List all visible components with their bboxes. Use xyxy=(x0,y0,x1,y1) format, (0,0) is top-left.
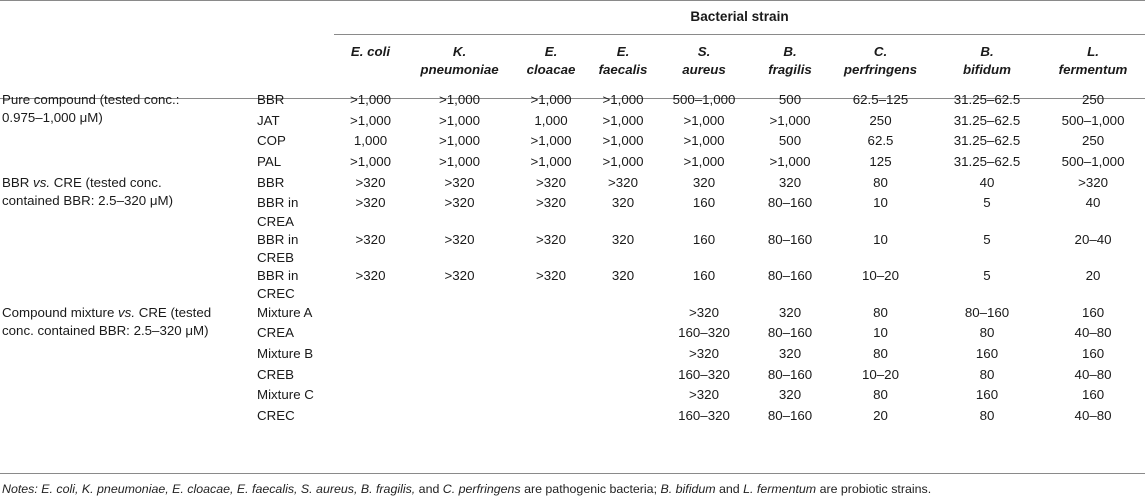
mic-value: 80 xyxy=(873,387,888,403)
mic-value: >320 xyxy=(355,195,386,211)
col-header: K. pneumoniae xyxy=(420,44,499,77)
column-header-row xyxy=(0,35,1145,91)
mic-value: 10 xyxy=(873,195,888,211)
mic-value: >1,000 xyxy=(602,154,644,170)
mic-value: 31.25–62.5 xyxy=(953,133,1021,149)
mic-value: 160 xyxy=(975,387,999,403)
mic-value xyxy=(590,386,656,407)
mic-value: 80–160 xyxy=(767,268,813,284)
mic-value xyxy=(512,386,590,407)
mic-value: 40–80 xyxy=(1074,366,1112,382)
mic-value: >1,000 xyxy=(602,112,644,128)
table-body xyxy=(0,91,1145,428)
table-row xyxy=(0,174,1145,195)
mic-value: >320 xyxy=(536,231,566,247)
mic-value: 40–80 xyxy=(1074,325,1112,341)
mic-value xyxy=(334,345,407,366)
mic-value: 20 xyxy=(873,408,888,424)
col-header: B. bifidum xyxy=(962,44,1011,77)
mic-value: 5 xyxy=(983,195,991,211)
mic-value: 160 xyxy=(692,268,716,284)
col-header: B. fragilis xyxy=(768,44,812,77)
mic-value: >320 xyxy=(536,268,566,284)
mic-value: 160 xyxy=(1081,304,1105,320)
mic-value: 80–160 xyxy=(964,304,1010,320)
mic-value: 1,000 xyxy=(534,112,568,128)
condition-cell: Mixture B xyxy=(257,346,314,362)
mic-value xyxy=(590,345,656,366)
mic-value: >320 xyxy=(355,231,386,247)
mic-value xyxy=(334,407,407,428)
mic-value: 62.5–125 xyxy=(852,92,909,107)
mic-value: 80 xyxy=(873,346,888,362)
bottom-rule xyxy=(0,473,1145,474)
mic-value xyxy=(590,324,656,345)
mic-value: 80–160 xyxy=(767,325,813,341)
mic-value: 5 xyxy=(983,231,991,247)
mic-value: 160–320 xyxy=(678,366,730,382)
mic-value: 160 xyxy=(692,195,716,211)
mic-value: 320 xyxy=(778,346,802,362)
mic-value: >320 xyxy=(444,195,475,211)
mic-value: 31.25–62.5 xyxy=(953,112,1021,128)
mic-value: 160 xyxy=(975,346,999,362)
mic-value: >1,000 xyxy=(530,92,572,107)
mic-value xyxy=(334,386,407,407)
mic-value: 80–160 xyxy=(767,366,813,382)
mic-value: 250 xyxy=(869,112,892,128)
mic-value: >1,000 xyxy=(349,112,392,128)
mic-value: 320 xyxy=(692,174,716,190)
mic-value: 10–20 xyxy=(862,268,899,284)
mic-value: >320 xyxy=(536,195,566,211)
mic-value: 5 xyxy=(983,268,991,284)
category-label: Compound mixture vs. CRE (tested conc. contained BBR: 2.5–320 μM) xyxy=(2,304,212,338)
mic-value: 500 xyxy=(778,133,802,149)
mic-value xyxy=(512,304,590,325)
mic-value: 80 xyxy=(979,408,995,424)
table-row xyxy=(0,304,1145,325)
mic-value: >1,000 xyxy=(530,133,572,149)
mic-value: 320 xyxy=(611,268,635,284)
mic-value: 160 xyxy=(1081,387,1105,403)
mic-value: 500–1,000 xyxy=(1061,154,1125,170)
mic-value: 40–80 xyxy=(1074,408,1112,424)
category-label: BBR vs. CRE (tested conc. contained BBR: 2.5–320 μM) xyxy=(2,174,174,208)
condition-cell: CREB xyxy=(257,366,294,382)
mic-value: 320 xyxy=(778,387,802,403)
mic-value: 10 xyxy=(873,325,888,341)
mic-value xyxy=(512,345,590,366)
mic-value: 80 xyxy=(873,304,888,320)
mic-value xyxy=(334,366,407,387)
mic-value: >1,000 xyxy=(769,112,811,128)
mic-value: 1,000 xyxy=(353,133,388,149)
mic-value xyxy=(512,407,590,428)
group-header-row xyxy=(0,0,1145,35)
condition-cell: BBR xyxy=(257,174,285,190)
mic-value: 320 xyxy=(778,174,802,190)
mic-value: 80–160 xyxy=(767,408,813,424)
mic-value: >320 xyxy=(444,174,475,190)
condition-cell: PAL xyxy=(257,154,282,170)
mic-value: 250 xyxy=(1081,92,1105,107)
mic-value: 80 xyxy=(873,174,888,190)
mic-value: >320 xyxy=(1078,174,1109,190)
mic-value xyxy=(407,304,512,325)
mic-value: >1,000 xyxy=(438,112,481,128)
col-header: E. faecalis xyxy=(598,44,648,77)
mic-value: >1,000 xyxy=(683,154,725,170)
col-header: S. aureus xyxy=(682,44,726,77)
condition-cell: Mixture C xyxy=(257,387,314,403)
mic-value: >1,000 xyxy=(769,154,811,170)
mic-value xyxy=(407,386,512,407)
mic-value: >1,000 xyxy=(438,133,481,149)
mic-value xyxy=(512,324,590,345)
mic-value: >320 xyxy=(355,174,386,190)
mic-value: 40 xyxy=(979,174,995,190)
condition-cell: BBR in CREB xyxy=(257,231,299,266)
mic-value: 125 xyxy=(869,154,892,170)
mic-value: 40 xyxy=(1085,195,1101,211)
mic-value: >320 xyxy=(689,387,719,403)
table-notes: Notes: E. coli, K. pneumoniae, E. cloacae, E. faecalis, S. aureus, B. fragilis, and C. perfringens are pathogenic bacteria; B. bifidum and L. fermentum are probiotic strains. xyxy=(2,482,932,496)
mic-value: 500–1,000 xyxy=(1061,112,1125,128)
condition-cell: CREC xyxy=(257,408,295,424)
mic-value: 320 xyxy=(611,231,635,247)
mic-value: >1,000 xyxy=(349,92,392,107)
mic-value: >320 xyxy=(536,174,566,190)
mic-value: >1,000 xyxy=(530,154,572,170)
mic-value: 160 xyxy=(1081,346,1105,362)
mic-value: 160–320 xyxy=(678,325,730,341)
category-label: Pure compound (tested conc.: 0.975–1,000 μM) xyxy=(2,92,180,126)
mic-value xyxy=(407,407,512,428)
mic-value: >1,000 xyxy=(349,154,392,170)
mic-value xyxy=(590,304,656,325)
mic-value xyxy=(590,366,656,387)
mic-value: 20 xyxy=(1085,268,1101,284)
mic-value: 500 xyxy=(778,92,802,107)
mic-value xyxy=(334,304,407,325)
mic-value: >320 xyxy=(689,346,719,362)
mic-value xyxy=(407,366,512,387)
col-header: E. cloacae xyxy=(526,44,576,77)
mic-value: >320 xyxy=(444,268,475,284)
table-row xyxy=(0,91,1145,112)
mic-value: >1,000 xyxy=(438,92,481,107)
mic-value xyxy=(334,324,407,345)
mic-value: >320 xyxy=(355,268,386,284)
condition-cell: COP xyxy=(257,133,286,149)
mic-value: 250 xyxy=(1081,133,1105,149)
condition-cell: BBR xyxy=(257,92,285,107)
mic-value: >1,000 xyxy=(438,154,481,170)
mic-value: >320 xyxy=(689,304,719,320)
col-header: E. coli xyxy=(350,44,391,59)
mic-value: 160–320 xyxy=(678,408,730,424)
col-header: C. perfringens xyxy=(843,44,918,77)
condition-cell: CREA xyxy=(257,325,294,341)
mic-value xyxy=(407,324,512,345)
mic-value: 320 xyxy=(611,195,635,211)
mic-value xyxy=(407,345,512,366)
mic-value: 31.25–62.5 xyxy=(953,154,1021,170)
condition-cell: BBR in CREC xyxy=(257,268,299,302)
mic-value: 500–1,000 xyxy=(672,92,736,107)
mic-value: 160 xyxy=(692,231,716,247)
mic-value: 80 xyxy=(979,325,995,341)
mic-value: 80–160 xyxy=(767,231,813,247)
group-title: Bacterial strain xyxy=(690,9,789,25)
mic-value: 31.25–62.5 xyxy=(953,92,1021,107)
mic-value: >1,000 xyxy=(683,112,725,128)
mic-value: 80 xyxy=(979,366,995,382)
mic-value: >1,000 xyxy=(602,92,644,107)
mic-value: >320 xyxy=(608,174,638,190)
mic-value: 80–160 xyxy=(767,195,813,211)
mic-value: >1,000 xyxy=(683,133,725,149)
mic-value: >320 xyxy=(444,231,475,247)
mic-value: 320 xyxy=(778,304,802,320)
condition-cell: JAT xyxy=(257,112,280,128)
mic-value: 10–20 xyxy=(862,366,899,382)
mic-value: 62.5 xyxy=(867,133,894,149)
mic-value: 20–40 xyxy=(1074,231,1112,247)
mic-value xyxy=(512,366,590,387)
mic-value: >1,000 xyxy=(602,133,644,149)
condition-cell: BBR in CREA xyxy=(257,195,299,229)
mic-value xyxy=(590,407,656,428)
col-header: L. fermentum xyxy=(1058,44,1128,77)
mic-value: 10 xyxy=(873,231,888,247)
condition-cell: Mixture A xyxy=(257,304,313,320)
